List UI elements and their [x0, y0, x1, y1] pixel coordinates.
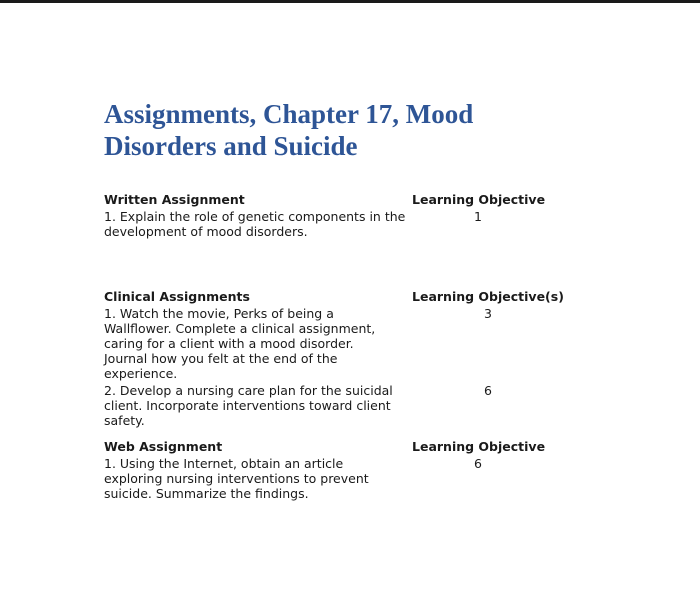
objective-heading: Learning Objective(s)	[412, 289, 564, 304]
section-header	[104, 289, 584, 305]
top-border	[0, 0, 700, 3]
section-heading: Web Assignment	[104, 439, 223, 454]
assignment-text: 1. Explain the role of genetic components in the development of mood disorders.	[104, 209, 406, 239]
web-assignment-section	[104, 439, 584, 501]
assignment-text: 1. Watch the movie, Perks of being a Wallflower. Complete a clinical assignment, caring for a client with a mood disorder. Journal how you felt at the end of the experience.	[104, 306, 376, 381]
assignment-item	[104, 456, 584, 501]
clinical-assignments-section	[104, 289, 584, 428]
assignment-item	[104, 209, 584, 239]
section-heading: Written Assignment	[104, 192, 245, 207]
objective-number: 6	[484, 383, 492, 398]
document-title: Assignments, Chapter 17, Mood Disorders and Suicide	[104, 99, 474, 161]
section-heading: Clinical Assignments	[104, 289, 250, 304]
section-header	[104, 439, 584, 455]
assignment-text: 1. Using the Internet, obtain an article exploring nursing interventions to prevent suicide. Summarize the findings.	[104, 456, 369, 501]
section-header	[104, 192, 584, 208]
objective-heading: Learning Objective	[412, 192, 546, 207]
assignment-text: 2. Develop a nursing care plan for the suicidal client. Incorporate interventions toward client safety.	[104, 383, 393, 428]
objective-number: 1	[474, 209, 482, 224]
assignment-item	[104, 383, 584, 428]
objective-number: 6	[474, 456, 482, 471]
objective-heading: Learning Objective	[412, 439, 546, 454]
written-assignment-section	[104, 192, 584, 239]
objective-number: 3	[484, 306, 492, 321]
assignment-item	[104, 306, 584, 381]
